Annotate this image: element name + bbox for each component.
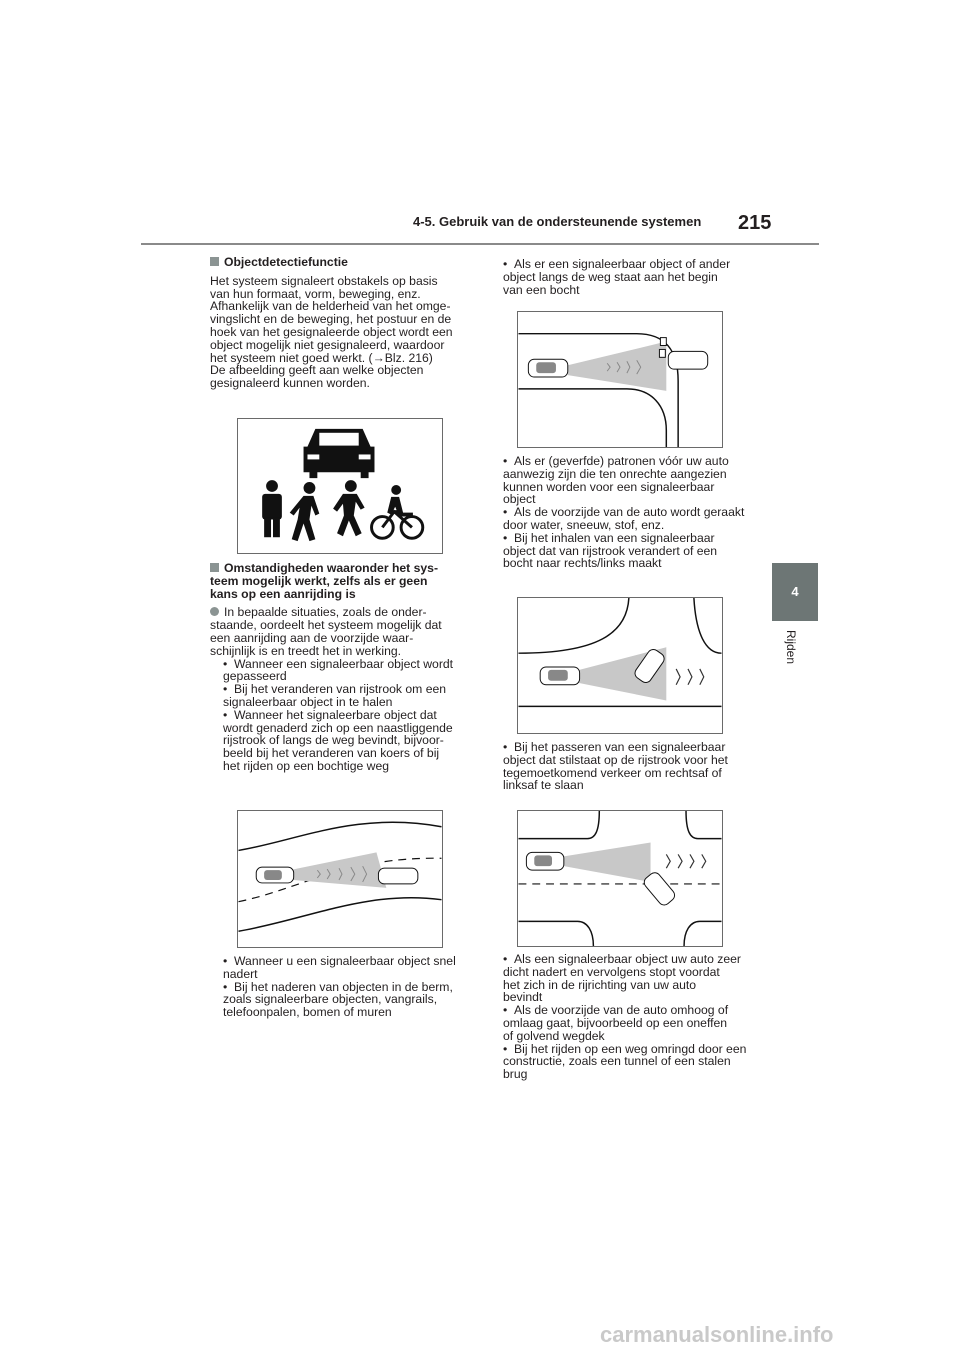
figure-detectable-objects xyxy=(237,418,443,554)
chapter-tab: 4 xyxy=(772,563,818,621)
left-column-middle xyxy=(210,562,470,773)
right-column-middle xyxy=(490,455,752,570)
list-item: • Als er een signaleerbaar object of ander object langs de weg staat aan het begin van een bocht xyxy=(490,258,752,296)
right-column-bottom xyxy=(490,953,752,1081)
heading-objectdetectie: Objectdetectiefunctie xyxy=(210,256,470,269)
paragraph-situations: In bepaalde situaties, zoals de onder- staande, oordeelt het systeem mogelijk dat een aanrijding aan de voorzijde waar- schijnlijk is en treedt het in werking. xyxy=(210,605,442,658)
figure-curved-road xyxy=(237,810,443,948)
list-item: • Als de voorzijde van de auto wordt geraakt door water, sneeuw, stof, enz. xyxy=(490,506,752,532)
left-column-top xyxy=(210,256,470,390)
list-item: • Bij het naderen van objecten in de berm, zoals signaleerbare objecten, vangrails, telefoonpalen, bomen of muren xyxy=(210,981,470,1019)
chapter-title: Rijden xyxy=(784,630,798,665)
section-header: 4-5. Gebruik van de ondersteunende systemen xyxy=(413,214,702,229)
circle-bullet-icon xyxy=(210,607,219,616)
page-number: 215 xyxy=(738,212,772,234)
paragraph-intro: Het systeem signaleert obstakels op basis van hun formaat, vorm, beweging, enz. Afhankelijk van de helderheid van het omge- vingslicht en de beweging, het postuur en de hoek van het gesignaleerde object wordt een object mogelijk niet gesignaleerd, waardoor het systeem niet goed werkt. (→Blz. 216) De afbeelding geeft aan welke objecten gesignaleerd kunnen worden. xyxy=(210,273,453,391)
list-item: • Als een signaleerbaar object uw auto zeer dicht nadert en vervolgens stopt voordat het zich in de rijrichting van uw auto bevindt xyxy=(490,953,752,1004)
figure-oncoming-turn xyxy=(517,810,723,947)
left-column-bottom xyxy=(210,955,470,1019)
list-item: • Als er (geverfde) patronen vóór uw auto aanwezig zijn die ten onrechte aangezien kunnen worden voor een signaleerbaar object xyxy=(490,455,752,506)
list-item: • Bij het passeren van een signaleerbaar object dat stilstaat op de rijstrook voor het tegemoetkomend verkeer om rechtsaf of linksaf te slaan xyxy=(490,741,752,792)
right-column-top xyxy=(490,258,752,296)
list-item: • Wanneer het signaleerbare object dat wordt genaderd zich op een naastliggende rijstrook of langs de weg bevindt, bijvoor- beeld bij het veranderen van koers of bij het rijden op een bochtige weg xyxy=(210,709,470,773)
square-bullet-icon xyxy=(210,563,219,572)
list-item: • Bij het veranderen van rijstrook om een signaleerbaar object in te halen xyxy=(210,683,470,709)
list-item: • Wanneer u een signaleerbaar object snel nadert xyxy=(210,955,470,981)
heading-omstandigheden: Omstandigheden waaronder het sys- teem mogelijk werkt, zelfs als er geen kans op een aanrijding is xyxy=(210,561,439,601)
footer-watermark: carmanualsonline.info xyxy=(600,1322,834,1347)
right-column-lower xyxy=(490,741,752,792)
list-item: • Bij het rijden op een weg omringd door een constructie, zoals een tunnel of een stalen brug xyxy=(490,1043,752,1081)
figure-curve-start xyxy=(517,311,723,448)
header-rule xyxy=(141,243,819,245)
list-item: • Bij het inhalen van een signaleerbaar object dat van rijstrook verandert of een bocht naar rechts/links maakt xyxy=(490,532,752,570)
list-item: • Als de voorzijde van de auto omhoog of omlaag gaat, bijvoorbeeld op een oneffen of golvend wegdek xyxy=(490,1004,752,1042)
list-item: • Wanneer een signaleerbaar object wordt gepasseerd xyxy=(210,658,470,684)
square-bullet-icon xyxy=(210,257,219,266)
figure-lane-change xyxy=(517,597,723,734)
